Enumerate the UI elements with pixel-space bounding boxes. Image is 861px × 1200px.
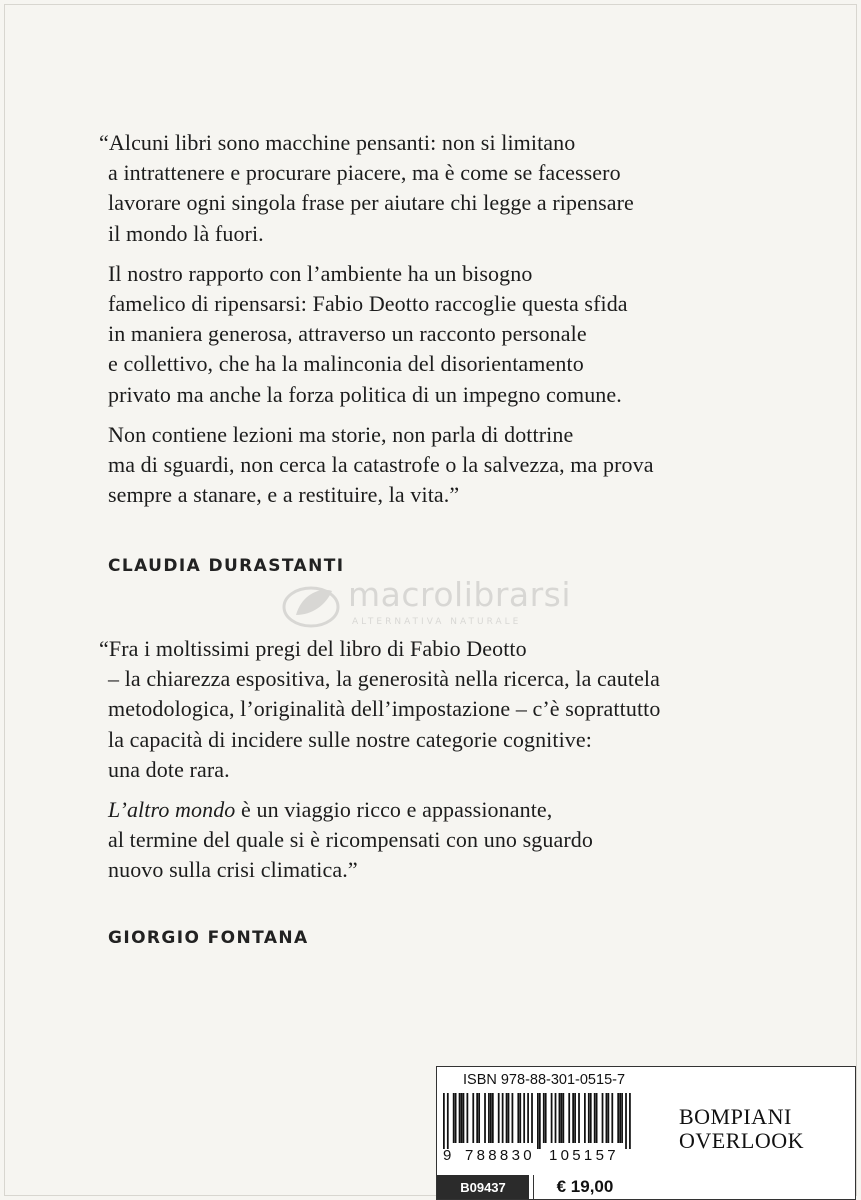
barcode-bar [478, 1093, 480, 1143]
quote-durastanti [99, 128, 748, 510]
watermark-name: macrolibrarsi [348, 575, 572, 614]
isbn-number: ISBN 978-88-301-0515-7 [463, 1072, 626, 1088]
barcode-bar [555, 1093, 557, 1143]
barcode-bar [531, 1093, 533, 1143]
quote2-paragraph-1: “Fra i moltissimi pregi del libro di Fabio Deotto – la chiarezza espositiva, la generosità nella ricerca, la cautela metodologica, l’originalità dell’impostazione – c’è soprattutto la capacità di incidere sulle nostre categorie cognitive: una dote rara. [99, 636, 661, 782]
barcode-bar [551, 1093, 553, 1143]
quote1-paragraph-2: Il nostro rapporto con l’ambiente ha un bisogno famelico di ripensarsi: Fabio Deotto raccoglie questa sfida in maniera generosa, attraverso un racconto personale e collettivo, che ha la malinconia del disorientamento privato ma anche la forza politica di un impegno comune. [108, 260, 628, 407]
barcode-bar [502, 1093, 504, 1143]
product-code-badge: B09437 [437, 1175, 529, 1199]
barcode-bar [527, 1093, 529, 1143]
barcode-bar [608, 1093, 610, 1143]
barcode-bar [543, 1093, 545, 1143]
barcode-panel [436, 1066, 638, 1200]
barcode-digits-left: 788830 [465, 1147, 535, 1164]
barcode-bar [463, 1093, 465, 1143]
barcode-bar [453, 1093, 455, 1143]
publisher-logo [679, 1105, 804, 1153]
barcode-bar [590, 1093, 592, 1143]
quote2-paragraph-2-text: è un viaggio ricco e appassionante, al termine del quale si è ricompensati con uno sguardo nuovo sulla crisi climatica.” [108, 797, 593, 883]
barcode-bar [578, 1093, 580, 1143]
barcode-bar [484, 1093, 486, 1143]
book-title: L’altro mondo [108, 797, 236, 823]
barcode-bar [461, 1093, 463, 1143]
barcode-bar [492, 1093, 494, 1143]
barcode-bar [574, 1093, 576, 1143]
barcode-bar [455, 1093, 457, 1143]
macrolibrarsi-watermark [282, 575, 612, 635]
quote1-paragraph-3: Non contiene lezioni ma storie, non parla di dottrine ma di sguardi, non cerca la catastrofe o la salvezza, ma prova sempre a stanare, e a restituire, la vita.” [108, 421, 654, 508]
barcode-icon [443, 1093, 631, 1149]
barcode-bar [447, 1093, 449, 1149]
barcode-bar [584, 1093, 586, 1143]
barcode-bar [594, 1093, 596, 1143]
barcode-bar [621, 1093, 623, 1143]
barcode-bar [517, 1093, 519, 1143]
publisher-line-2: OVERLOOK [679, 1128, 804, 1153]
barcode-bar [519, 1093, 521, 1143]
author-claudia-durastanti: CLAUDIA DURASTANTI [108, 556, 345, 576]
barcode-bar [545, 1093, 547, 1143]
barcode-bar [539, 1093, 541, 1149]
barcode-bar [602, 1093, 604, 1143]
barcode-bar [472, 1093, 474, 1143]
barcode-bar [559, 1093, 561, 1143]
barcode-bar [490, 1093, 492, 1143]
barcode-bar [562, 1093, 564, 1143]
barcode-bar [488, 1093, 490, 1143]
leaf-logo-icon [282, 581, 340, 629]
barcode-bar [617, 1093, 619, 1143]
barcode-bar [611, 1093, 613, 1143]
barcode-bar [596, 1093, 598, 1143]
barcode-bar [625, 1093, 627, 1149]
publisher-panel [637, 1066, 856, 1200]
barcode-bar [629, 1093, 631, 1149]
author-giorgio-fontana: GIORGIO FONTANA [108, 928, 309, 948]
barcode-digits-right: 105157 [549, 1147, 619, 1164]
barcode-bar [476, 1093, 478, 1143]
barcode-digit-first: 9 [443, 1147, 452, 1164]
barcode-bar [459, 1093, 461, 1143]
barcode-bar [537, 1093, 539, 1149]
barcode-bar [572, 1093, 574, 1143]
barcode-bar [512, 1093, 514, 1143]
barcode-bar [523, 1093, 525, 1143]
price-label: € 19,00 [533, 1175, 636, 1199]
barcode-bar [508, 1093, 510, 1143]
barcode-bar [568, 1093, 570, 1143]
barcode-bar [498, 1093, 500, 1143]
quote1-paragraph-1: “Alcuni libri sono macchine pensanti: non si limitano a intrattenere e procurare piacere, ma è come se facessero lavorare ogni singola frase per aiutare chi legge a ripensare il mondo là fuori. [99, 130, 634, 246]
quote2-paragraph-2 [108, 795, 748, 886]
barcode-bar [506, 1093, 508, 1143]
quote-fontana [99, 634, 748, 886]
publisher-line-1: BOMPIANI [679, 1104, 792, 1129]
barcode-bar [443, 1093, 445, 1149]
barcode-bar [619, 1093, 621, 1143]
watermark-tagline: ALTERNATIVA NATURALE [352, 617, 522, 627]
barcode-bar [588, 1093, 590, 1143]
barcode-bar [561, 1093, 563, 1143]
barcode-bar [467, 1093, 469, 1143]
barcode-bar [606, 1093, 608, 1143]
